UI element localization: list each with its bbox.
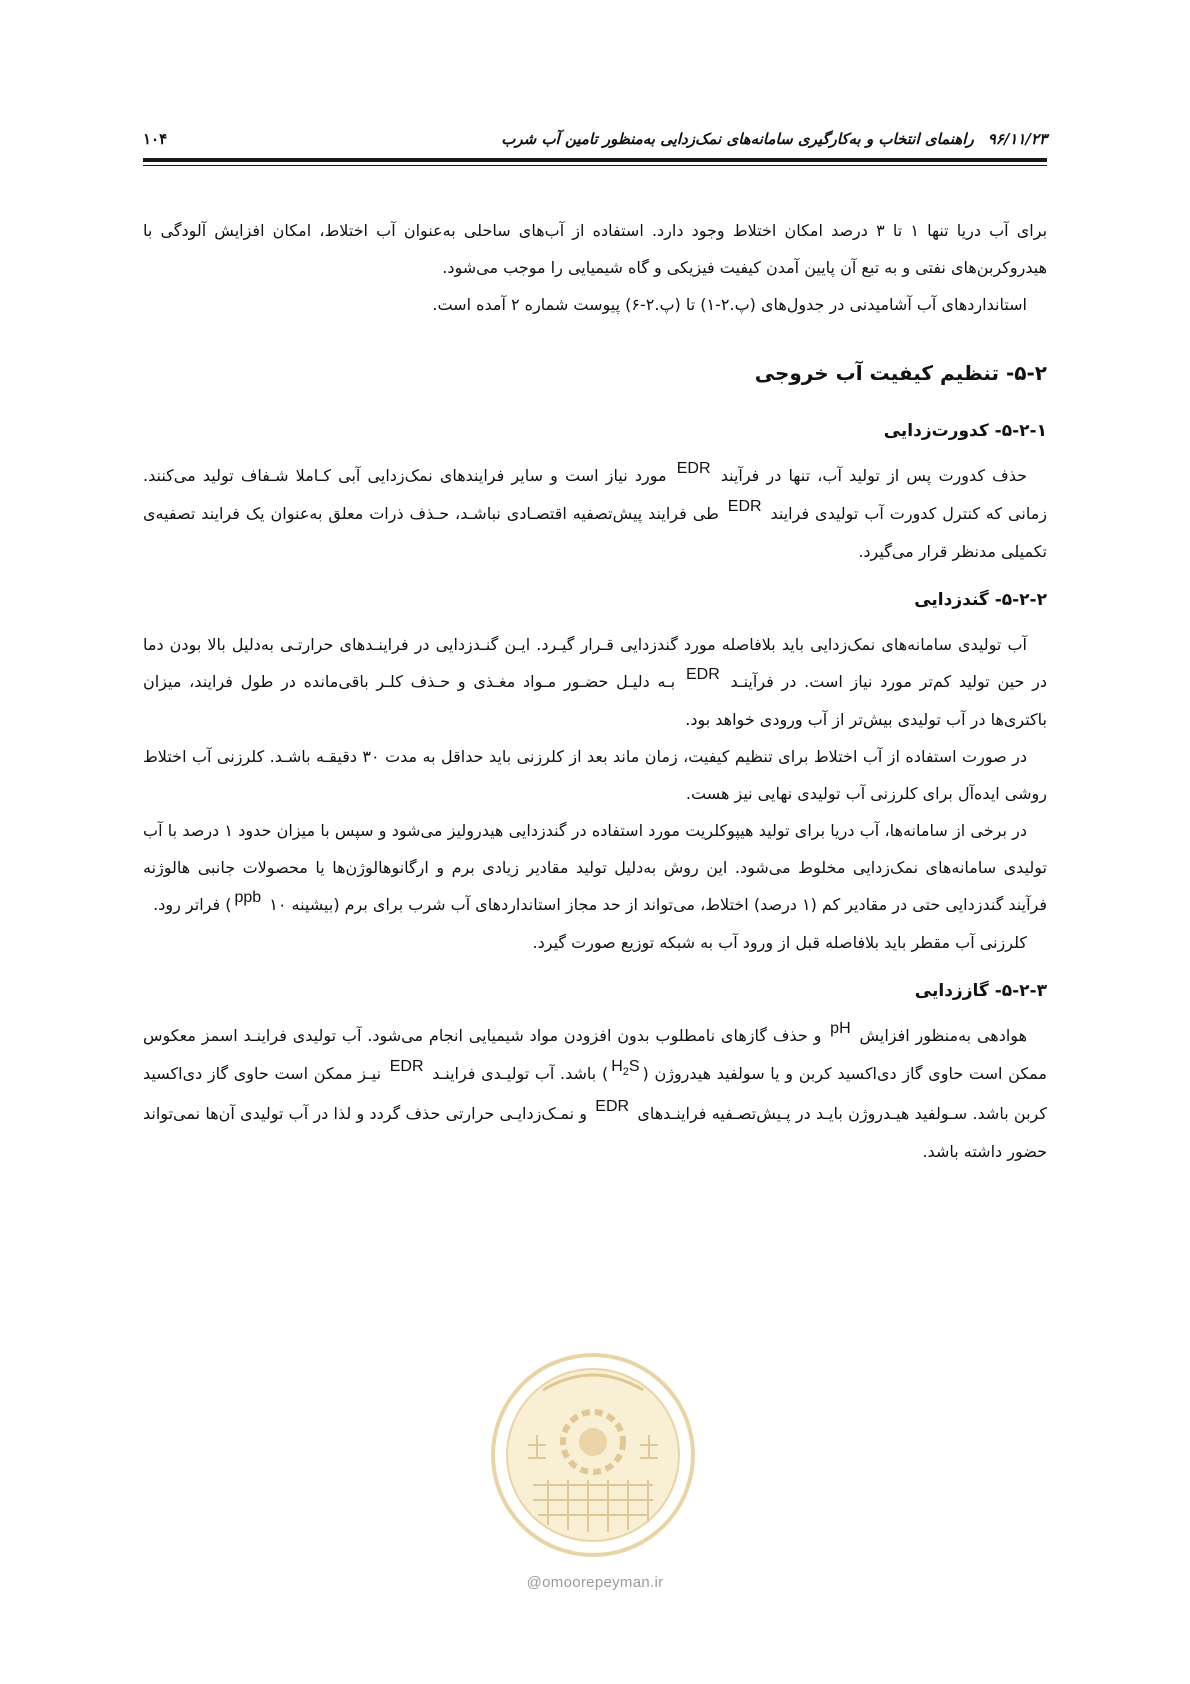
header-title-line [501, 130, 1047, 148]
text-run: و حذف گازهای نامطلوب بدون افزودن مواد شیمیایی انجام می‌شود. آب تولیدی فراینـد اسمز معکوس ممکن است حاوی گاز دی‌اکسید کربن و یا سولفید هیدروژن ( [143, 1026, 1047, 1083]
heading-5-2-1: ۵-۲-۱- کدورت‌زدایی [883, 421, 1047, 441]
heading-5-2: ۵-۲- تنظیم کیفیت آب خروجی [754, 361, 1047, 385]
heading-5-2-3: ۵-۲-۳- گاززدایی [914, 981, 1047, 1001]
text-run: ) فراتر رود. [153, 895, 232, 914]
footer-url-text: omoorepeyman.ir [542, 1574, 664, 1591]
paragraph-distilled-chlorination: کلرزنی آب مقطر باید بلافاصله قبل از ورود آب به شبکه توزیع صورت گیرد. [532, 933, 1027, 952]
text-run: نیـز ممکن است حاوی گاز دی‌اکسید کربن باشد. سـولفید هیـدروژن بایـد در پـیش‌تصـفیه فراینـدهای [143, 1064, 1047, 1123]
text-run: آب تولیدی سامانه‌های نمک‌زدایی باید بلافاصله مورد گندزدایی قـرار گیـرد. ایـن گنـدزدایی در فراینـدهای حرارتـی به‌دلیل بالا بودن دما در حین تولید کم‌تر مورد نیاز است. در فرآینـد [143, 635, 1048, 691]
text-run: ) باشد. آب تولیـدی فراینـد [432, 1064, 609, 1083]
term-ph: pH [830, 1020, 851, 1037]
page-number: ۱۰۴ [143, 130, 168, 148]
formula-h: H [611, 1058, 623, 1075]
formula-subscript: 2 [622, 1066, 629, 1078]
text-run: حذف کدورت پس از تولید آب، تنها در فرآیند [720, 466, 1028, 485]
text-run: بـه دلیـل حضـور مـواد مغـذی و حـذف کلـر باقی‌مانده در طول فرایند، میزان باکتری‌ها در آب تولیدی بیش‌تر از آب ورودی خواهد بود. [143, 672, 1047, 729]
paragraph-disinfection [143, 626, 1047, 738]
term-edr: EDR [676, 460, 711, 477]
running-header [143, 130, 1047, 152]
paragraph-turbidity [143, 457, 1047, 570]
heading-5-2-2: ۵-۲-۲- گندزدایی [914, 590, 1047, 610]
formula-h2s [608, 1058, 642, 1078]
term-edr: EDR [685, 666, 720, 683]
term-edr: EDR [389, 1058, 424, 1075]
paragraph-standards-reference: استانداردهای آب آشامیدنی در جدول‌های (پ.۲-۱) تا (پ.۲-۶) پیوست شماره ۲ آمده است. [432, 295, 1027, 314]
text-run: هوادهی به‌منظور افزایش [859, 1026, 1028, 1045]
header-title: راهنمای انتخاب و به‌کارگیری سامانه‌های نمک‌زدایی به‌منظور تامین آب شرب [501, 130, 974, 148]
paragraph-hypochlorite [143, 812, 1047, 924]
term-edr: EDR [595, 1098, 630, 1115]
term-ppb: ppb [234, 889, 262, 906]
paragraph-mixing-seawater: برای آب دریا تنها ۱ تا ۳ درصد امکان اختلاط وجود دارد. استفاده از آب‌های ساحلی به‌عنوان آب اختلاط، امکان افزایش آلودگی با هیدروکربن‌های نفتی و به تبع آن پایین آمدن کیفیت فیزیکی و گاه شیمیایی را موجب می‌شود. [143, 221, 1048, 277]
watermark-seal-icon [488, 1350, 698, 1560]
body-text [143, 212, 1047, 1170]
header-rule-thin [143, 165, 1047, 166]
paragraph-degassing [143, 1017, 1047, 1170]
paragraph-contact-time: در صورت استفاده از آب اختلاط برای تنظیم کیفیت، زمان ماند بعد از کلرزنی باید حداقل به مدت ۳۰ دقیقـه باشـد. کلرزنی آب اختلاط روشی ایده‌آل برای کلرزنی آب تولیدی نهایی نیز هست. [143, 747, 1047, 803]
text-run: و نمـک‌زدایـی حرارتی حذف گردد و لذا در آب تولیدی آن‌ها نمی‌تواند حضور داشته باشد. [143, 1104, 1047, 1161]
text-run: در برخی از سامانه‌ها، آب دریا برای تولید هیپوکلریت مورد استفاده در گندزدایی هیدرولیز می‌شود و سپس با میزان حدود ۱ درصد با آب تولیدی سامانه‌های نمک‌زدایی مخلوط می‌شود. این روش به‌دلیل تولید مقادیر زیادی برم و ارگانوهالوژن‌ها یا محصولات جانبی هالوژنه فرآیند گندزدایی حتی در مقادیر کم (۱ درصد) اختلاط، می‌تواند از حد مجاز استانداردهای آب شرب برای برم (بیشینه ۱۰ [143, 821, 1047, 914]
formula-s: S [628, 1058, 640, 1075]
term-edr: EDR [727, 498, 762, 515]
header-date: ۹۶/۱۱/۲۳ [987, 130, 1047, 148]
text-run: طی فرایند پیش‌تصفیه اقتصـادی نباشـد، حـذف ذرات معلق به‌عنوان یک فرایند تصفیه‌ی تکمیلی مدنظر قرار می‌گیرد. [143, 504, 1047, 561]
footer-url: @omoorepeyman.ir [526, 1574, 664, 1591]
text-run: مورد نیاز است و سایر فرایندهای نمک‌زدایی آبی کـاملا شـفاف تولید می‌کنند. زمانی که کنترل کدورت آب تولیدی فرایند [143, 466, 1048, 523]
header-rule-thick [143, 158, 1047, 162]
